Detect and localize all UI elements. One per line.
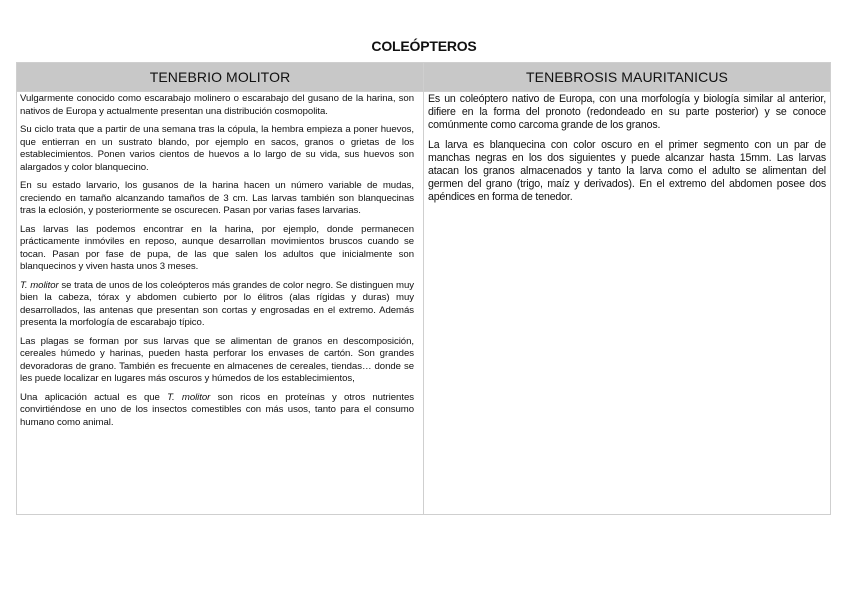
paragraph <box>20 280 414 330</box>
species-name-italic: T. molitor <box>167 391 211 403</box>
paragraph <box>20 392 414 430</box>
page-title: COLEÓPTEROS <box>371 38 477 54</box>
paragraph: En su estado larvario, los gusanos de la harina hacen un número variable de mudas, creciendo en tamaño alcanzando tamaños de 3 cm. Las larvas también son blanquecinas tras la eclosión, y posteriormente se oscurecen. Pasan por varias fases larvarias. <box>20 180 414 216</box>
paragraph: Las plagas se forman por sus larvas que se alimentan de granos en descomposición, cereales húmedo y harinas, pueden hasta perforar los envases de cartón. Son grandes devoradoras de grano. También es frecuente en almacenes de cereales, tiendas… donde se les puede localizar en lugares más oscuros y húmedos de los establecimientos, <box>20 335 414 384</box>
table-header-row <box>17 63 831 92</box>
species-comparison-table <box>16 62 831 515</box>
paragraph: Vulgarmente conocido como escarabajo molinero o escarabajo del gusano de la harina, son nativos de Europa y actualmente presentan una distribución cosmopolita. <box>20 93 414 117</box>
tenebrio-molitor-description <box>17 92 424 515</box>
header-tenebrio-molitor: TENEBRIO MOLITOR <box>17 63 424 92</box>
species-name-italic: T. molitor <box>20 279 59 291</box>
paragraph-text: se trata de unos de los coleópteros más grandes de color negro. Se distinguen muy bien la cabeza, tórax y abdomen cubierto por lo élitros (alas rígidas y duras) muy desarrollados, las antenas que presentan son cortas y engrosadas en el extremo. Además presenta la morfología de escarabajo típico. <box>20 279 414 328</box>
header-tenebrosis-mauritanicus: TENEBROSIS MAURITANICUS <box>424 63 831 92</box>
paragraph-text: son ricos en proteínas y otros nutrientes convirtiéndose en uno de los insectos comestibles con más usos, tanto para el consumo humano como animal. <box>20 391 414 428</box>
table-body-row <box>17 92 831 515</box>
paragraph: Es un coleóptero nativo de Europa, con una morfología y biología similar al anterior, difiere en la forma del pronoto (redondeado en su parte posterior) y se conoce comúnmente como carcoma grande de los granos. <box>428 93 826 132</box>
tenebrosis-mauritanicus-description <box>424 92 831 515</box>
paragraph: Su ciclo trata que a partir de una semana tras la cópula, la hembra empieza a poner huevos, que entierran en un sustrato blando, por ejemplo en sacos, granos o grietas de los establecimientos. Ponen varios cientos de huevos a lo largo de su vida, sus huevos son alargados y color blanquecino. <box>20 124 414 173</box>
paragraph-text: Una aplicación actual es que <box>20 391 168 403</box>
paragraph: Las larvas las podemos encontrar en la harina, por ejemplo, donde permanecen prácticamente inmóviles en reposo, aunque desarrollan movimientos bruscos cuando se tocan. Pasan por fase de pupa, de las que salen los adultos que inicialmente son blanquecinos y viven hasta unos 3 meses. <box>20 223 414 272</box>
paragraph: La larva es blanquecina con color oscuro en el primer segmento con un par de manchas negras en los dos siguientes y puede alcanzar hasta 15mm. Las larvas atacan los granos almacenados y tanto la larva como el adulto se alimentan del germen del grano (trigo, maíz y derivados). En el extremo del abdomen posee dos apéndices en forma de tenedor. <box>428 138 826 204</box>
